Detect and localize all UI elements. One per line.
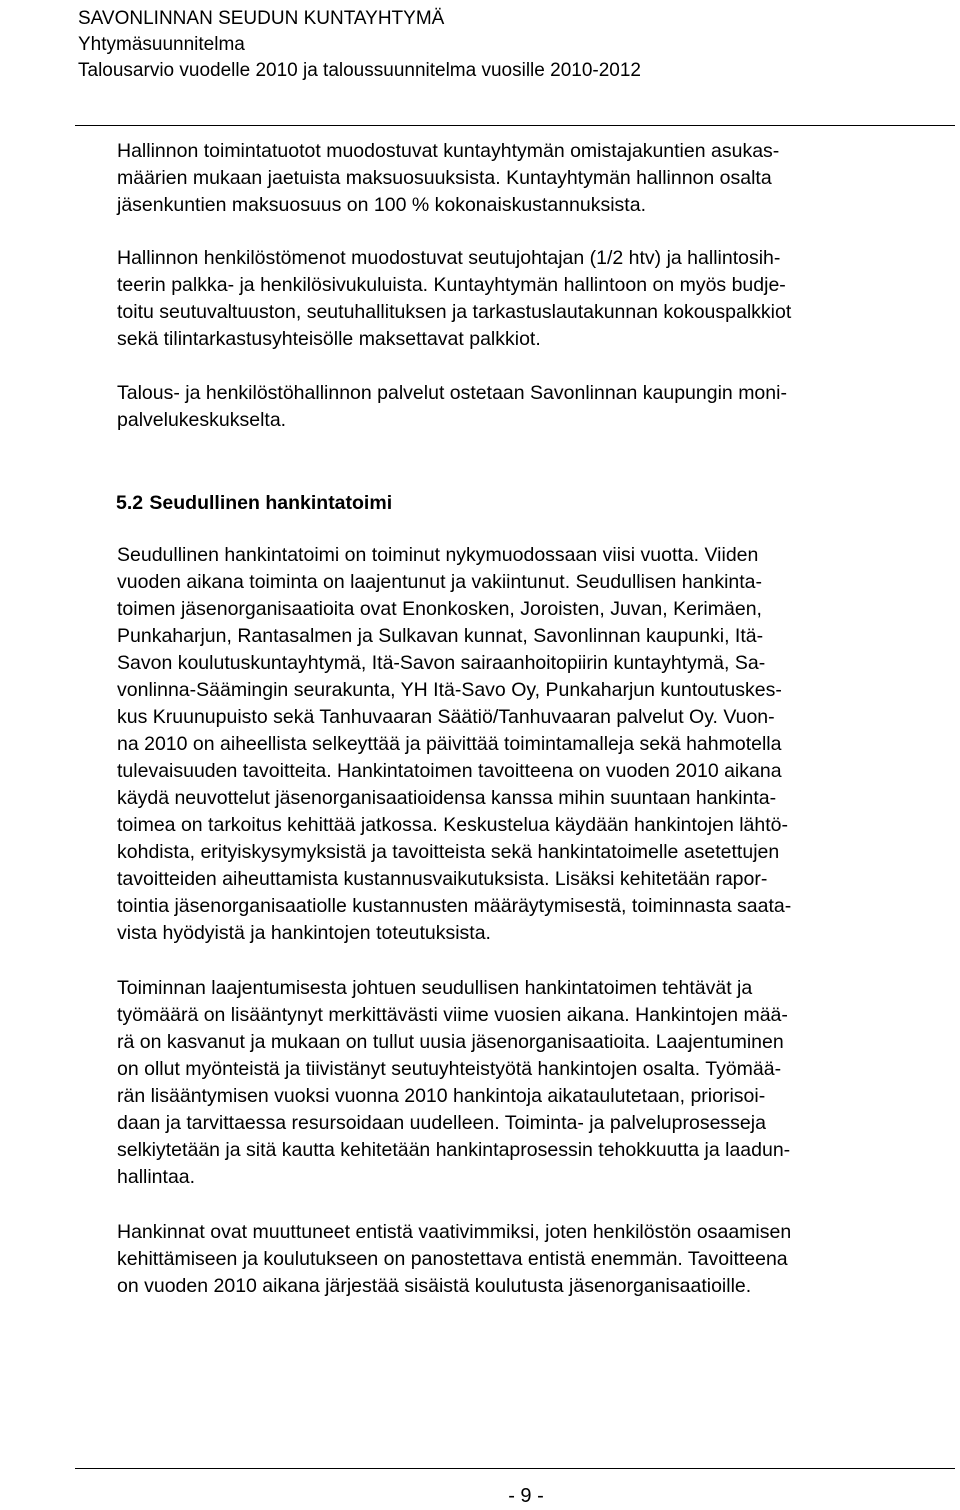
text-line: rä on kasvanut ja mukaan on tullut uusia jäsenorganisaatioita. Laajentuminen (117, 1031, 784, 1053)
text-line: sekä tilintarkastusyhteisölle maksettavat palkkiot. (117, 328, 541, 350)
paragraph-administration-income (117, 138, 937, 219)
text-line: vista hyödyistä ja hankintojen toteutuksista. (117, 922, 491, 944)
page-header (78, 6, 641, 84)
text-line: Hallinnon toimintatuotot muodostuvat kuntayhtymän omistajakuntien asukas- (117, 140, 780, 162)
text-line: selkiytetään ja sitä kautta kehitetään hankintaprosessin tehokkuutta ja laadun- (117, 1139, 791, 1161)
header-organization: SAVONLINNAN SEUDUN KUNTAYHTYMÄ (78, 8, 445, 29)
section-heading (116, 490, 392, 517)
text-line: na 2010 on aiheellista selkeyttää ja päivittää toimintamalleja sekä hahmotella (117, 733, 782, 755)
text-line: toimea on tarkoitus kehittää jatkossa. Keskustelua käydään hankintojen lähtö- (117, 814, 788, 836)
header-document-title: Talousarvio vuodelle 2010 ja taloussuunnitelma vuosille 2010-2012 (78, 60, 641, 81)
text-line: tulevaisuuden tavoitteita. Hankintatoimen tavoitteena on vuoden 2010 aikana (117, 760, 782, 782)
text-line: tavoitteiden aiheuttamista kustannusvaikutuksista. Lisäksi kehitetään rapor- (117, 868, 768, 890)
text-line: kehittämiseen ja koulutukseen on panostettava entistä enemmän. Tavoitteena (117, 1248, 788, 1270)
text-line: vuoden aikana toiminta on laajentunut ja vakiintunut. Seudullisen hankinta- (117, 571, 763, 593)
text-line: Toiminnan laajentumisesta johtuen seudullisen hankintatoimen tehtävät ja (117, 977, 753, 999)
text-line: Hankinnat ovat muuttuneet entistä vaativimmiksi, joten henkilöstön osaamisen (117, 1221, 792, 1243)
section-title: Seudullinen hankintatoimi (149, 492, 393, 514)
text-line: on ollut myönteistä ja tiivistänyt seutuyhteistyötä hankintojen osalta. Työmää- (117, 1058, 782, 1080)
footer-divider (75, 1468, 955, 1469)
text-line: rän lisääntymisen vuoksi vuonna 2010 hankintoja aikataulutetaan, priorisoi- (117, 1085, 766, 1107)
paragraph-administration-personnel (117, 245, 937, 353)
text-line: Hallinnon henkilöstömenot muodostuvat seutujohtajan (1/2 htv) ja hallintosih- (117, 247, 781, 269)
text-line: kohdista, erityiskysymyksistä ja tavoitteista sekä hankintatoimelle asetettujen (117, 841, 780, 863)
text-line: on vuoden 2010 aikana järjestää sisäistä koulutusta jäsenorganisaatioille. (117, 1275, 752, 1297)
text-line: Punkaharjun, Rantasalmen ja Sulkavan kunnat, Savonlinnan kaupunki, Itä- (117, 625, 764, 647)
text-line: määrien mukaan jaetuista maksuosuuksista. Kuntayhtymän hallinnon osalta (117, 167, 772, 189)
paragraph-procurement-overview (117, 542, 937, 947)
text-line: vonlinna-Säämingin seurakunta, YH Itä-Savo Oy, Punkaharjun kuntoutuskes- (117, 679, 782, 701)
section-number: 5.2 (116, 492, 144, 514)
text-line: Talous- ja henkilöstöhallinnon palvelut ostetaan Savonlinnan kaupungin moni- (117, 382, 787, 404)
text-line: Seudullinen hankintatoimi on toiminut nykymuodossaan viisi vuotta. Viiden (117, 544, 759, 566)
header-document-type: Yhtymäsuunnitelma (78, 34, 245, 55)
text-line: palvelukeskukselta. (117, 409, 287, 431)
paragraph-procurement-training (117, 1219, 937, 1300)
text-line: kus Kruunupuisto sekä Tanhuvaaran Säätiö/Tanhuvaaran palvelut Oy. Vuon- (117, 706, 775, 728)
text-line: jäsenkuntien maksuosuus on 100 % kokonaiskustannuksista. (117, 194, 646, 216)
text-line: daan ja tarvittaessa resursoidaan uudelleen. Toiminta- ja palveluprosesseja (117, 1112, 766, 1134)
text-line: työmäärä on lisääntynyt merkittävästi viime vuosien aikana. Hankintojen mää- (117, 1004, 788, 1026)
text-line: teerin palkka- ja henkilösivukuluista. Kuntayhtymän hallintoon on myös budje- (117, 274, 786, 296)
text-line: toimen jäsenorganisaatioita ovat Enonkosken, Joroisten, Juvan, Kerimäen, (117, 598, 762, 620)
text-line: hallintaa. (117, 1166, 196, 1188)
header-divider (75, 125, 955, 126)
page-number: - 9 - (508, 1485, 544, 1507)
text-line: käydä neuvottelut jäsenorganisaatioidensa kanssa mihin suuntaan hankinta- (117, 787, 777, 809)
paragraph-finance-services (117, 380, 937, 434)
paragraph-procurement-growth (117, 975, 937, 1191)
text-line: toitu seutuvaltuuston, seutuhallituksen ja tarkastuslautakunnan kokouspalkkiot (117, 301, 792, 323)
text-line: tointia jäsenorganisaatiolle kustannusten määräytymisestä, toiminnasta saata- (117, 895, 792, 917)
text-line: Savon koulutuskuntayhtymä, Itä-Savon sairaanhoitopiirin kuntayhtymä, Sa- (117, 652, 766, 674)
